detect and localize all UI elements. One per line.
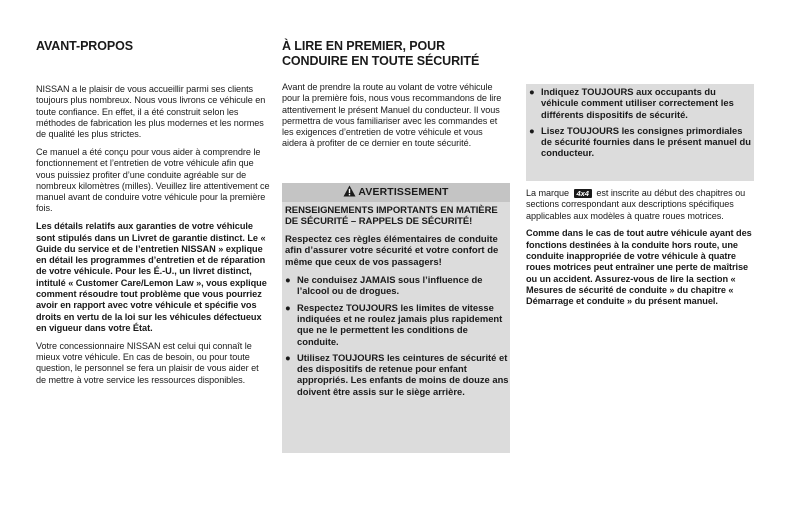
warning-subtitle: RENSEIGNEMENTS IMPORTANTS EN MATIÈRE DE SÉCURITÉ – RAPPELS DE SÉCURITÉ! xyxy=(285,205,498,228)
foreword-paragraph-2: Ce manuel a été conçu pour vous aider à comprendre le fonctionnement et l’entretien de votre véhicule afin que vous puissiez profiter d’une conduite agréable sur de nombreux kilomètres (milles). Veuillez lire attentivement ce manuel avant de conduire votre véhicule pour la première fois. xyxy=(36,146,270,214)
foreword-dealer-paragraph: Votre concessionnaire NISSAN est celui qui connaît le mieux votre véhicule. En cas de besoin, ou pour toute question, le personnel se fera un plaisir de vous aider et de mettre à votre service les ressources disponibles. xyxy=(36,340,259,385)
warning-bullet xyxy=(285,274,509,297)
4x4-badge-icon: 4x4 xyxy=(574,189,592,198)
bullet-dot-icon: ● xyxy=(529,86,535,97)
warning-lead: Respectez ces règles élémentaires de conduite afin d’assurer votre sécurité et votre confort de même que ceux de vos passagers! xyxy=(285,233,499,268)
continued-bullet-list xyxy=(529,86,751,164)
foreword-content xyxy=(36,84,270,392)
warning-box-continued xyxy=(526,84,754,181)
read-first-intro: Avant de prendre la route au volant de votre véhicule pour la première fois, nous vous recommandons de lire attentivement le présent Manuel du conducteur. Il vous permettra de vous familiariser avec les commandes et les exigences d’entretien de votre véhicule et vous aidera à profiter de ce dernier en toute sécurité. xyxy=(282,82,502,149)
foreword-paragraph-1: NISSAN a le plaisir de vous accueillir parmi ses clients toujours plus nombreux. Nous vous livrons ce véhicule en toute confiance. En effet, il a été construit selon les méthodes de fabrication les plus modernes et les normes de qualité les plus strictes. xyxy=(36,84,266,140)
warning-bullet xyxy=(285,352,509,397)
bullet-dot-icon: ● xyxy=(285,351,291,363)
heading-read-first-line2: CONDUIRE EN TOUTE SÉCURITÉ xyxy=(282,54,480,68)
warning-bullet-text: Respectez TOUJOURS les limites de vitesse indiquées et ne roulez jamais plus rapidement que ne le permettent les conditions de conduite. xyxy=(297,301,503,347)
warning-box xyxy=(282,183,510,453)
bullet-dot-icon: ● xyxy=(285,301,291,313)
bullet-dot-icon: ● xyxy=(285,274,291,286)
warning-bullet xyxy=(529,125,751,159)
warning-triangle-icon xyxy=(343,185,356,197)
warning-bullet xyxy=(285,302,509,347)
heading-read-first-line1: À LIRE EN PREMIER, POUR xyxy=(282,39,445,53)
4x4-mark-before: La marque xyxy=(526,188,570,198)
heading-read-first xyxy=(282,39,479,69)
warning-bullet xyxy=(529,86,751,120)
warning-bullet-text: Lisez TOUJOURS les consignes primordiales de sécurité fournies dans le présent manuel du conducteur. xyxy=(541,124,751,159)
warning-bullet-text: Ne conduisez JAMAIS sous l’influence de l’alcool ou de drogues. xyxy=(297,274,483,297)
4x4-mark-paragraph xyxy=(526,188,754,222)
warning-bullet-text: Indiquez TOUJOURS aux occupants du véhicule comment utiliser correctement les différents dispositifs de sécurité. xyxy=(541,86,734,120)
warning-title-bar xyxy=(282,183,510,202)
offroad-warning-paragraph: Comme dans le cas de tout autre véhicule ayant des fonctions destinées à la conduite hors route, une conduite inappropriée de votre véhicule à quatre roues motrices peut entraîner une perte de maîtrise ou un accident. Assurez-vous de lire la section « Mesures de sécurité de conduite » du chapitre « Démarrage et conduite » du présent manuel. xyxy=(526,228,752,307)
read-first-content xyxy=(282,82,510,156)
continued-content xyxy=(526,188,754,314)
warning-bullet-list xyxy=(285,274,509,397)
foreword-warranty-paragraph: Les détails relatifs aux garanties de votre véhicule sont stipulés dans un Livret de garantie distinct. Le « Guide du service et de l’entretien NISSAN » explique en détail les programmes d’entretien et de réparation de votre véhicule. Pour les É.-U., un livret distinct, intitulé « Customer Care/Lemon Law », vous explique comment résoudre tout problème que vous pourriez avoir en rapport avec votre véhicule et spécifie vos droits en vertu de la loi sur les véhicules défectueux en vigueur dans votre État. xyxy=(36,221,267,333)
4x4-mark-after: est inscrite au début des chapitres ou sections correspondant aux descriptions spécifiques applicables aux modèles à quatre roues motrices. xyxy=(526,188,746,221)
bullet-dot-icon: ● xyxy=(529,124,535,136)
heading-avant-propos: AVANT-PROPOS xyxy=(36,39,133,53)
warning-body xyxy=(285,205,509,402)
warning-bullet-text: Utilisez TOUJOURS les ceintures de sécurité et des dispositifs de retenue pour enfant appropriés. Les enfants de moins de douze ans doivent être assis sur le siège arrière. xyxy=(297,351,509,397)
warning-title: AVERTISSEMENT xyxy=(358,187,449,198)
